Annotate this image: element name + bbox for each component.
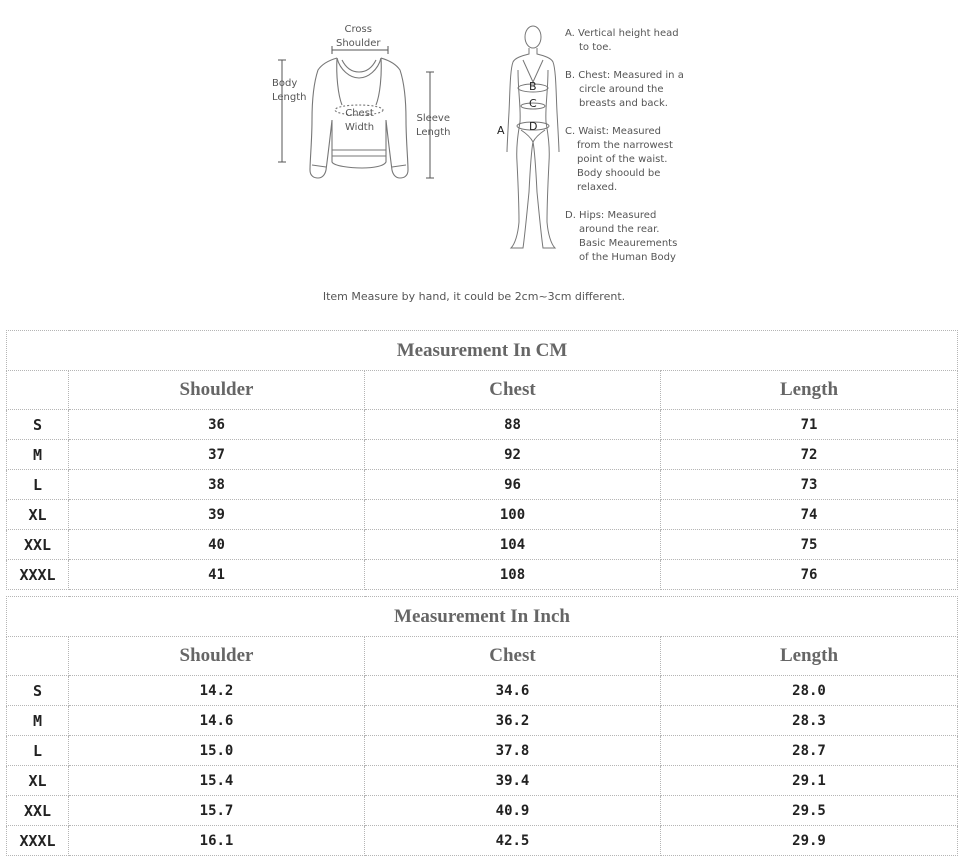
table-row bbox=[7, 766, 958, 796]
human-body-illustration bbox=[495, 22, 565, 254]
length-value: 75 bbox=[661, 530, 958, 560]
length-value: 28.7 bbox=[661, 736, 958, 766]
shoulder-value: 40 bbox=[69, 530, 365, 560]
column-header-chest: Chest bbox=[365, 371, 661, 410]
table-row bbox=[7, 440, 958, 470]
description-c bbox=[565, 125, 673, 195]
table-row bbox=[7, 736, 958, 766]
body-letter-a: A bbox=[497, 124, 505, 137]
chest-value: 36.2 bbox=[365, 706, 661, 736]
chest-value: 34.6 bbox=[365, 676, 661, 706]
description-d-first: D. Hips: Measured bbox=[565, 210, 657, 221]
shoulder-value: 16.1 bbox=[69, 826, 365, 856]
size-label: L bbox=[7, 736, 69, 766]
shoulder-value: 36 bbox=[69, 410, 365, 440]
length-value: 71 bbox=[661, 410, 958, 440]
shoulder-value: 15.0 bbox=[69, 736, 365, 766]
description-a-rest: to toe. bbox=[579, 42, 612, 53]
description-a-first: A. Vertical height head bbox=[565, 28, 679, 39]
chest-value: 108 bbox=[365, 560, 661, 590]
chest-value: 100 bbox=[365, 500, 661, 530]
table-title-row bbox=[7, 597, 958, 637]
description-b-rest: circle around the breasts and back. bbox=[579, 84, 668, 109]
chest-value: 88 bbox=[365, 410, 661, 440]
body-length-label: Body Length bbox=[272, 78, 307, 103]
column-header-chest: Chest bbox=[365, 637, 661, 676]
shoulder-value: 14.6 bbox=[69, 706, 365, 736]
table-row bbox=[7, 676, 958, 706]
measurement-table-inch bbox=[6, 596, 958, 856]
length-value: 73 bbox=[661, 470, 958, 500]
description-d bbox=[565, 209, 677, 265]
size-label: XXXL bbox=[7, 826, 69, 856]
chest-width-label: Chest Width bbox=[345, 108, 375, 133]
column-header-shoulder: Shoulder bbox=[69, 637, 365, 676]
table-row bbox=[7, 530, 958, 560]
description-a bbox=[565, 27, 679, 55]
chest-value: 42.5 bbox=[365, 826, 661, 856]
measure-note: Item Measure by hand, it could be 2cm~3cm different. bbox=[322, 290, 626, 303]
column-header bbox=[7, 637, 69, 676]
length-value: 28.3 bbox=[661, 706, 958, 736]
shoulder-value: 15.4 bbox=[69, 766, 365, 796]
shoulder-value: 14.2 bbox=[69, 676, 365, 706]
length-value: 29.9 bbox=[661, 826, 958, 856]
length-value: 28.0 bbox=[661, 676, 958, 706]
length-value: 72 bbox=[661, 440, 958, 470]
table-title: Measurement In Inch bbox=[7, 597, 958, 637]
table-row bbox=[7, 560, 958, 590]
description-c-rest: from the narrowest point of the waist. Body shoould be relaxed. bbox=[577, 140, 673, 193]
chest-value: 40.9 bbox=[365, 796, 661, 826]
table-row bbox=[7, 500, 958, 530]
table-title-row bbox=[7, 331, 958, 371]
measurement-table-cm bbox=[6, 330, 958, 590]
size-label: XL bbox=[7, 766, 69, 796]
shoulder-value: 37 bbox=[69, 440, 365, 470]
body-letter-d: D bbox=[529, 120, 538, 133]
table-row bbox=[7, 410, 958, 440]
description-b bbox=[565, 69, 684, 111]
chest-value: 104 bbox=[365, 530, 661, 560]
column-header-shoulder: Shoulder bbox=[69, 371, 365, 410]
sleeve-length-label: Sleeve Length bbox=[416, 113, 451, 138]
shoulder-value: 39 bbox=[69, 500, 365, 530]
description-b-first: B. Chest: Measured in a bbox=[565, 70, 684, 81]
size-label: L bbox=[7, 470, 69, 500]
size-label: M bbox=[7, 440, 69, 470]
chest-value: 39.4 bbox=[365, 766, 661, 796]
length-value: 29.1 bbox=[661, 766, 958, 796]
size-label: S bbox=[7, 410, 69, 440]
size-label: XXXL bbox=[7, 560, 69, 590]
size-label: M bbox=[7, 706, 69, 736]
column-header-length: Length bbox=[661, 371, 958, 410]
shoulder-value: 38 bbox=[69, 470, 365, 500]
description-c-first: C. Waist: Measured bbox=[565, 126, 662, 137]
size-label: S bbox=[7, 676, 69, 706]
cross-shoulder-label: Cross Shoulder bbox=[336, 24, 381, 49]
table-header-row bbox=[7, 371, 958, 410]
length-value: 76 bbox=[661, 560, 958, 590]
column-header bbox=[7, 371, 69, 410]
description-d-rest: around the rear. Basic Meaurements of the Human Body bbox=[579, 224, 678, 263]
length-value: 29.5 bbox=[661, 796, 958, 826]
length-value: 74 bbox=[661, 500, 958, 530]
body-letter-c: C bbox=[529, 97, 537, 110]
table-row bbox=[7, 826, 958, 856]
table-row bbox=[7, 796, 958, 826]
shoulder-value: 41 bbox=[69, 560, 365, 590]
size-guide-diagram bbox=[0, 0, 962, 320]
table-title: Measurement In CM bbox=[7, 331, 958, 371]
chest-value: 37.8 bbox=[365, 736, 661, 766]
size-label: XXL bbox=[7, 530, 69, 560]
table-row bbox=[7, 706, 958, 736]
shoulder-value: 15.7 bbox=[69, 796, 365, 826]
body-letter-b: B bbox=[529, 80, 537, 93]
table-row bbox=[7, 470, 958, 500]
size-label: XL bbox=[7, 500, 69, 530]
chest-value: 92 bbox=[365, 440, 661, 470]
chest-value: 96 bbox=[365, 470, 661, 500]
size-label: XXL bbox=[7, 796, 69, 826]
table-header-row bbox=[7, 637, 958, 676]
column-header-length: Length bbox=[661, 637, 958, 676]
